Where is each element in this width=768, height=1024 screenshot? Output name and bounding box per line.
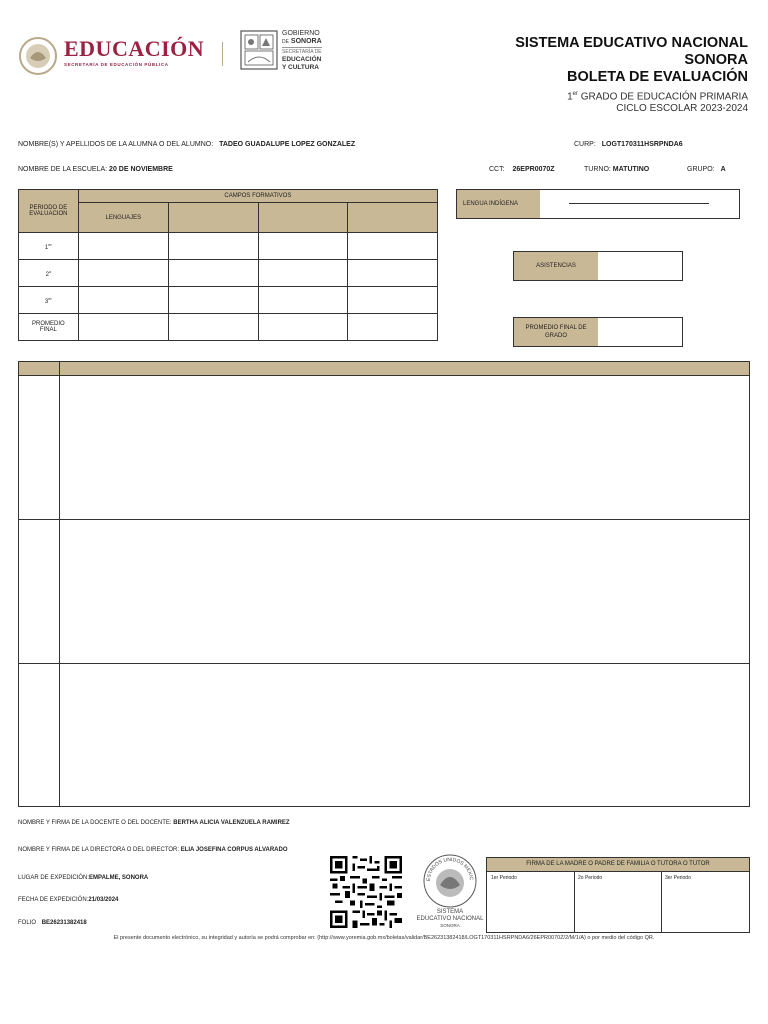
cct-row [489, 166, 555, 173]
director-label: NOMBRE Y FIRMA DE LA DIRECTORA O DEL DIRECTOR: [18, 847, 180, 853]
lengua-indigena-box [456, 189, 740, 219]
lugar-row [18, 875, 148, 881]
seal-line-1: SISTEMA [436, 909, 464, 915]
fecha-row [18, 897, 118, 903]
observations-col-divider [59, 362, 60, 806]
sonora-coat-of-arms-icon [240, 30, 278, 70]
title-line-2: SONORA [684, 52, 748, 68]
period-1-num: 1 [44, 244, 49, 251]
row-period-3 [19, 287, 79, 314]
sep-logo [18, 36, 218, 76]
grupo-row [687, 166, 726, 173]
sonora-secretaria: SECRETARÍA DE [282, 49, 322, 55]
grades-table [18, 189, 438, 341]
asistencias-label: ASISTENCIAS [514, 252, 598, 280]
grupo-label: GRUPO: [687, 166, 715, 173]
observations-header [19, 362, 749, 376]
student-name-row [18, 141, 355, 148]
cell [78, 314, 168, 341]
turno-row [584, 166, 649, 173]
student-name-label: NOMBRE(S) Y APELLIDOS DE LA ALUMNA O DEL ALUMNO: [18, 141, 214, 148]
promedio-final-label: PROMEDIO FINAL DE GRADO [514, 318, 598, 346]
period-3-num: 3 [44, 298, 49, 305]
mexico-coat-of-arms-icon [18, 36, 58, 76]
title-line-1: SISTEMA EDUCATIVO NACIONAL [515, 35, 748, 51]
cell [258, 314, 348, 341]
sonora-name: SONORA [290, 38, 322, 45]
sep-subtitle: SECRETARÍA DE EDUCACIÓN PÚBLICA [64, 62, 169, 67]
lengua-indigena-label: LENGUA INDÍGENA [457, 190, 540, 218]
row-period-2 [19, 260, 79, 287]
cell [348, 287, 438, 314]
col-2 [168, 203, 258, 233]
cell [168, 287, 258, 314]
firma-divider-2 [661, 871, 662, 932]
observations-row-divider-2 [19, 663, 749, 664]
title-line-3: BOLETA DE EVALUACIÓN [567, 69, 748, 85]
grade-sup: er [572, 91, 578, 97]
mexico-seal-icon [422, 853, 478, 909]
qr-code-icon[interactable] [330, 856, 402, 928]
folio-row [18, 920, 87, 926]
fecha-value: 21/03/2024 [88, 897, 119, 903]
curp-label: CURP: [574, 141, 596, 148]
parent-signature-table [486, 857, 750, 933]
curp-row [574, 141, 683, 148]
validation-disclaimer: El presente documento electrónico, su integridad y autoría se podrá comprobar en: (http://www.yoremia.gob.mx/boletas/validar/BE26231382418/LOGT170311HSRPNDA6/26EPR0070Z/2/M/1/A) o por medio del código QR. [113, 935, 655, 941]
cell [168, 233, 258, 260]
lugar-label: LUGAR DE EXPEDICIÓN: [18, 875, 90, 881]
cct-value: 26EPR0070Z [512, 166, 555, 173]
sonora-cultura: Y CULTURA [282, 64, 319, 71]
cell [258, 233, 348, 260]
director-row [18, 847, 288, 853]
docente-value: BERTHA ALICIA VALENZUELA RAMIREZ [173, 820, 290, 826]
folio-value: BE26231382418 [41, 920, 87, 926]
docente-row [18, 820, 290, 826]
sep-brand: EDUCACIÓN [64, 36, 205, 61]
sonora-educacion: EDUCACIÓN [282, 56, 322, 63]
cell [78, 233, 168, 260]
cell [258, 287, 348, 314]
sonora-de: DE [282, 39, 289, 45]
campos-header: CAMPOS FORMATIVOS [78, 190, 437, 203]
grupo-value: A [720, 166, 726, 173]
director-value: ELIA JOSEFINA CORPUS ALVARADO [180, 847, 288, 853]
document-title-block [428, 35, 748, 115]
row-period-1 [19, 233, 79, 260]
firma-period-3: 3er Periodo [665, 875, 691, 881]
seal-ring-text: ESTADOS UNIDOS MEXIC [425, 856, 475, 882]
fecha-label: FECHA DE EXPEDICIÓN: [18, 897, 89, 903]
periodo-header: PERIODO DE EVALUACION [19, 190, 79, 233]
cell [78, 260, 168, 287]
turno-label: TURNO: [584, 166, 611, 173]
firma-period-2: 2o Periodo [578, 875, 603, 881]
col-lenguajes: LENGUAJES [78, 203, 168, 233]
parent-signature-header: FIRMA DE LA MADRE O PADRE DE FAMILIA O TUTORA O TUTOR [487, 858, 749, 872]
school-cycle: CICLO ESCOLAR 2023-2024 [616, 103, 748, 115]
sonora-gobierno: GOBIERNO [282, 30, 320, 37]
lengua-indigena-line [569, 203, 709, 204]
cell [348, 314, 438, 341]
cell [348, 233, 438, 260]
sonora-logo [240, 30, 340, 72]
seal-line-2: EDUCATIVO NACIONAL [416, 916, 484, 922]
period-2-num: 2 [45, 271, 49, 278]
observations-table [18, 361, 750, 807]
firma-divider-1 [574, 871, 575, 932]
curp-value: LOGT170311HSRPNDA6 [601, 141, 683, 148]
school-value: 20 DE NOVIEMBRE [109, 166, 173, 173]
folio-label: FOLIO [18, 920, 37, 926]
cct-label: CCT: [489, 166, 505, 173]
cell [348, 260, 438, 287]
school-row [18, 166, 173, 173]
cell [168, 314, 258, 341]
period-2-sup: o [48, 268, 52, 274]
grade-line [428, 88, 748, 103]
student-name-value: TADEO GUADALUPE LOPEZ GONZALEZ [219, 141, 356, 148]
docente-label: NOMBRE Y FIRMA DE LA DOCENTE O DEL DOCENTE: [18, 820, 172, 826]
promedio-final-box [513, 317, 683, 347]
turno-value: MATUTINO [612, 166, 650, 173]
observations-row-divider-1 [19, 519, 749, 520]
school-label: NOMBRE DE LA ESCUELA: [18, 166, 108, 173]
firma-period-1: 1er Periodo [491, 875, 517, 881]
grade-number: 1 [567, 91, 573, 103]
logo-divider [222, 42, 223, 66]
col-3 [258, 203, 348, 233]
col-4 [348, 203, 438, 233]
grade-rest: GRADO DE EDUCACIÓN PRIMARIA [577, 91, 748, 103]
lugar-value: EMPALME, SONORA [89, 875, 149, 881]
period-1-sup: er [48, 241, 52, 247]
sen-seal [414, 853, 486, 933]
period-3-sup: er [48, 295, 52, 301]
cell [258, 260, 348, 287]
cell [78, 287, 168, 314]
asistencias-box [513, 251, 683, 281]
row-promedio-final: PROMEDIO FINAL [19, 314, 79, 341]
cell [168, 260, 258, 287]
seal-line-3: SONORA [440, 923, 460, 928]
